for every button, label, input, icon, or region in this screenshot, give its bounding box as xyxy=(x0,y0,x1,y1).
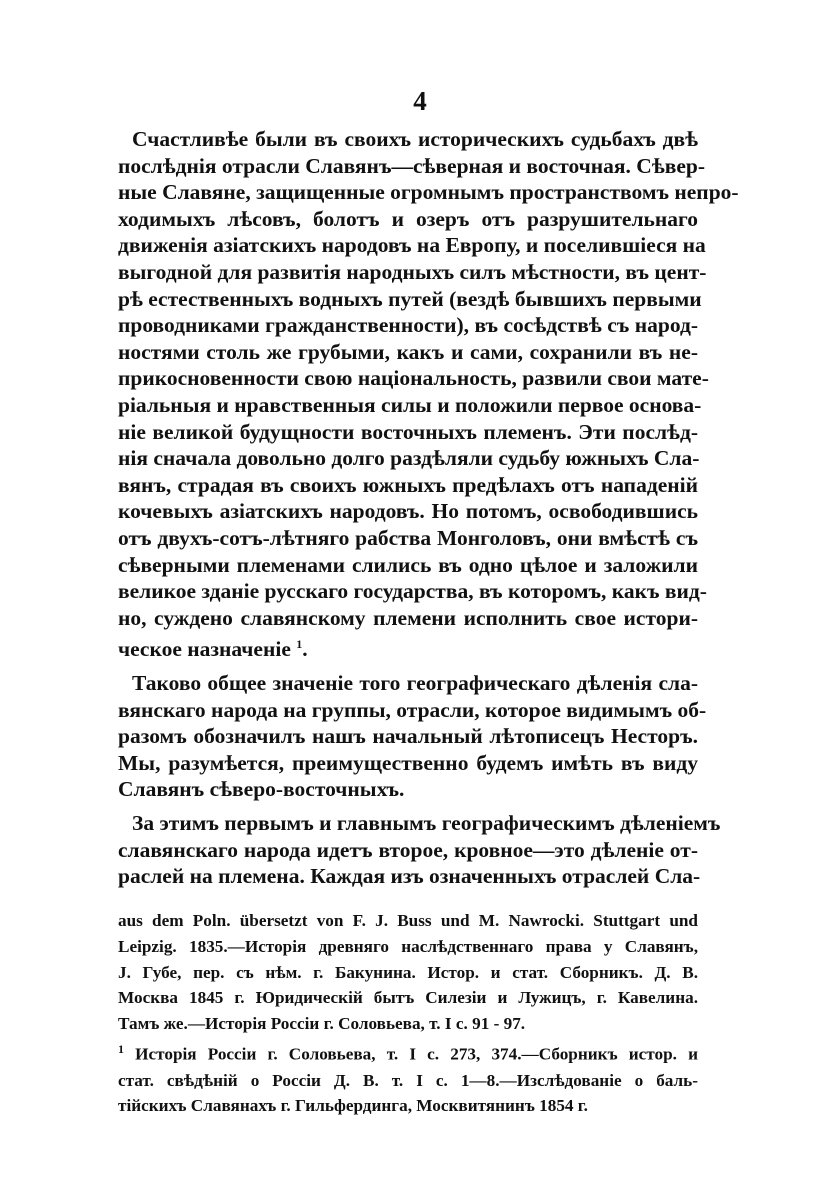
text-line: Таково общее значеніе того географическаго дѣленія сла- xyxy=(132,671,698,696)
text-line: вянскаго народа на группы, отрасли, которое видимымъ об- xyxy=(118,697,707,722)
footnote-line: aus dem Poln. übersetzt von F. J. Buss und M. Nawrocki. Stuttgart und xyxy=(118,911,698,930)
text-line: послѣднія отрасли Славянъ—сѣверная и восточная. Сѣвер- xyxy=(118,153,706,178)
text-line: сѣверными племенами слились въ одно цѣлое и заложили xyxy=(118,552,698,577)
footnote-line: Тамъ же.—Исторія Россіи г. Соловьева, т. I с. 91 - 97. xyxy=(118,1014,526,1034)
text-line: вянъ, страдая въ своихъ южныхъ предѣлахъ отъ нападеній xyxy=(118,472,698,497)
line-text: ческое назначеніе xyxy=(118,637,291,662)
footnote-1 xyxy=(118,1037,698,1119)
text-line: прикосновенности свою національность, развили свои мате- xyxy=(118,366,709,391)
text-line: выгодной для развитія народныхъ силъ мѣстности, въ цент- xyxy=(118,259,707,284)
text-line: ные Славяне, защищенные огромнымъ пространствомъ непро- xyxy=(118,180,739,205)
footnote-text: Исторія Россіи г. Соловьева, т. I с. 273, 374.—Сборникъ истор. и xyxy=(135,1044,698,1064)
text-line: ходимыхъ лѣсовъ, болотъ и озеръ отъ разрушительнаго xyxy=(118,206,698,231)
text-line: ностями столь же грубыми, какъ и сами, сохранили въ не- xyxy=(118,339,698,364)
text-line: отъ двухъ-сотъ-лѣтняго рабства Монголовъ, они вмѣстѣ съ xyxy=(118,525,698,550)
footnote-line: Москва 1845 г. Юридическій бытъ Силезіи и Лужицъ, г. Кавелина. xyxy=(118,988,698,1008)
paragraph-3 xyxy=(118,810,721,890)
text-line: Счастливѣе были въ своихъ историческихъ судьбахъ двѣ xyxy=(132,127,698,151)
paragraph-1 xyxy=(118,126,739,663)
paragraph-2 xyxy=(118,670,707,803)
text-line: рѣ естественныхъ водныхъ путей (вездѣ бывшихъ первыми xyxy=(118,286,702,311)
text-line: но, суждено славянскому племени исполнить свое истори- xyxy=(118,605,698,630)
text-line: разомъ обозначилъ нашъ начальный лѣтописецъ Несторъ. xyxy=(118,724,698,749)
text-line: движенія азіатскихъ народовъ на Европу, и поселившіеся на xyxy=(118,233,706,258)
footnote-mark: 1 xyxy=(118,1041,124,1056)
footnote-line: J. Губе, пер. съ нѣм. г. Бакунина. Истор. и стат. Сборникъ. Д. В. xyxy=(118,962,698,982)
text-line: ческое назначеніе $^1$. xyxy=(118,637,308,662)
text-line: ріальныя и нравственныя силы и положили первое основа- xyxy=(118,392,702,417)
footnote-reference[interactable]: 1 xyxy=(296,637,303,652)
footnote-line xyxy=(118,1037,698,1068)
footnote-line: Leipzig. 1835.—Исторія древняго наслѣдственнаго права у Славянъ, xyxy=(118,936,698,956)
footnote-line: тійскихъ Славянахъ г. Гильфердинга, Москвитянинъ 1854 г. xyxy=(118,1096,588,1116)
text-line: славянскаго народа идетъ второе, кровное—это дѣленіе от- xyxy=(118,837,698,862)
footnote-continued xyxy=(118,908,698,1037)
text-line: кочевыхъ азіатскихъ народовъ. Но потомъ, освободившись xyxy=(118,499,698,524)
page-number: 4 xyxy=(413,86,427,116)
text-line: великое зданіе русскаго государства, въ которомъ, какъ вид- xyxy=(118,579,707,604)
footnote-line: стат. свѣдѣній о Россіи Д. В. т. I с. 1—8.—Изслѣдованіе о баль- xyxy=(118,1070,698,1090)
footnotes xyxy=(118,908,698,1119)
text-line: Славянъ сѣверо-восточныхъ. xyxy=(118,777,405,802)
main-text xyxy=(118,126,739,890)
text-line: нія сначала довольно долго раздѣляли судьбу южныхъ Сла- xyxy=(118,446,700,471)
text-line: ніе великой будущности восточныхъ племенъ. Эти послѣд- xyxy=(118,419,698,444)
text-line: Мы, разумѣется, преимущественно будемъ имѣть въ виду xyxy=(118,750,698,775)
text-line: проводниками гражданственности), въ сосѣдствѣ съ народ- xyxy=(118,313,698,338)
text-line: раслей на племена. Каждая изъ означенныхъ отраслей Сла- xyxy=(118,864,701,889)
text-line: За этимъ первымъ и главнымъ географическимъ дѣленіемъ xyxy=(132,811,721,835)
